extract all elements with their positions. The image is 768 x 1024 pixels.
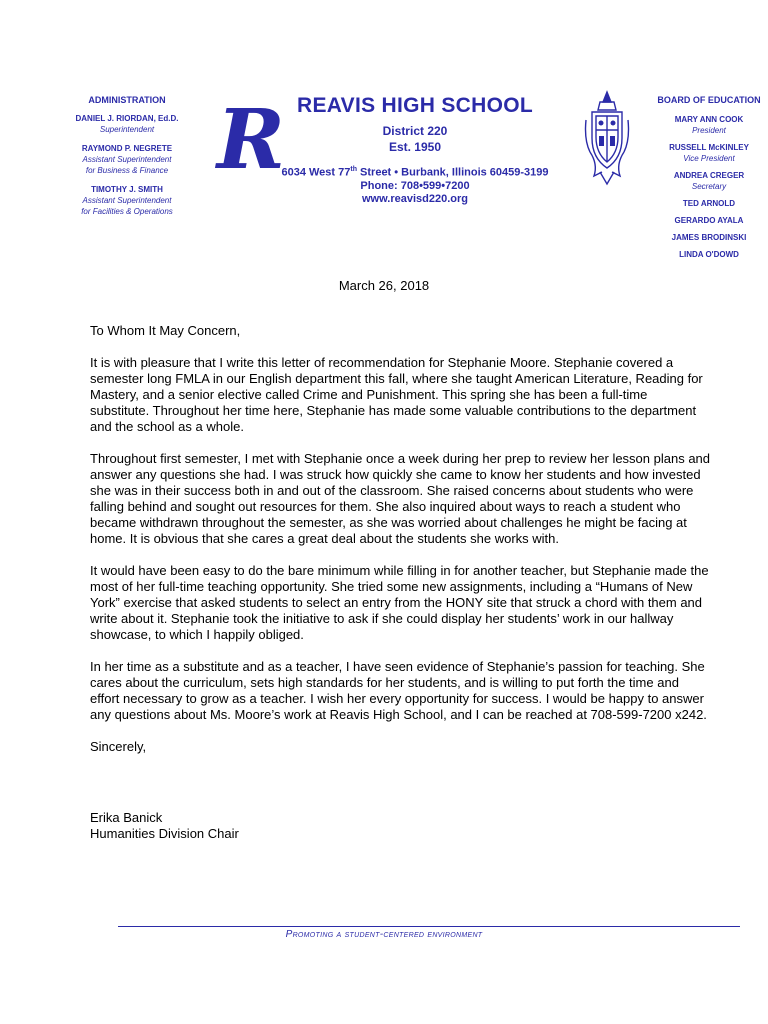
board-member (650, 232, 768, 243)
letter-date: March 26, 2018 (338, 278, 430, 293)
admin-person-title: Assistant Superintendent (82, 196, 172, 205)
admin-person (52, 113, 202, 135)
board-member-name: GERARDO AYALA (674, 216, 744, 225)
board-member-name: TED ARNOLD (682, 199, 736, 208)
board-member-name: LINDA O'DOWD (679, 250, 739, 259)
board-heading: BOARD OF EDUCATION (657, 95, 761, 105)
letter-paragraph: It would have been easy to do the bare minimum while filling in for another teacher, but Stephanie made the most of her full-time teaching opportunity. She tried some new assignments, including a “Humans of New York” exercise that asked students to select an entry from the HONY site that struck a chord with them and write about it. Stephanie took the initiative to ask if she could display her students’ work in our hallway showcase, to which I happily obliged. (90, 563, 709, 642)
school-address (270, 166, 560, 179)
board-member-title: Secretary (691, 182, 727, 191)
board-member (650, 170, 768, 192)
admin-person-title: for Facilities & Operations (81, 207, 173, 216)
letter-paragraph: In her time as a substitute and as a teacher, I have seen evidence of Stephanie’s passion for teaching. She cares about the curriculum, sets high standards for her students, and is willing to put forth the time and effort necessary to grow as a teacher. I wish her every opportunity for success. I would be happy to answer any questions about Ms. Moore’s work at Reavis High School, and I can be reached at 708-599-7200 x242. (90, 659, 707, 722)
board-member-title: Vice President (683, 154, 735, 163)
board-column (650, 95, 768, 266)
school-phone: Phone: 708•599•7200 (360, 179, 470, 192)
established-label: Est. 1950 (388, 140, 442, 154)
board-member (650, 198, 768, 209)
school-header (270, 94, 560, 205)
salutation: To Whom It May Concern, (90, 323, 241, 338)
closing: Sincerely, (90, 739, 147, 754)
board-member (650, 249, 768, 260)
school-r-letter: R (216, 92, 286, 188)
administration-heading: ADMINISTRATION (88, 95, 166, 105)
admin-person-title: Assistant Superintendent (82, 155, 172, 164)
address-rest: Street • Burbank, Illinois 60459-3199 (356, 166, 549, 179)
address-suffix: th (350, 166, 357, 173)
board-member-name: JAMES BRODINSKI (671, 233, 747, 242)
signer-name: Erika Banick (90, 810, 163, 825)
school-website: www.reavisd220.org (362, 192, 468, 205)
board-member (650, 114, 768, 136)
address-number: 6034 West 77 (281, 166, 351, 179)
board-member (650, 142, 768, 164)
admin-person (52, 143, 202, 176)
board-member (650, 215, 768, 226)
footer-divider (118, 926, 740, 927)
admin-person-title: for Business & Finance (85, 166, 169, 175)
admin-person-name: DANIEL J. RIORDAN, Ed.D. (75, 114, 179, 123)
school-crest-icon (582, 90, 632, 186)
admin-person (52, 184, 202, 217)
board-member-name: MARY ANN COOK (674, 115, 744, 124)
admin-person-name: TIMOTHY J. SMITH (91, 185, 163, 194)
board-member-title: President (692, 126, 726, 135)
district-label: District 220 (382, 124, 448, 138)
board-member-name: RUSSELL McKINLEY (669, 143, 749, 152)
administration-column (52, 95, 202, 225)
signer-title: Humanities Division Chair (90, 826, 239, 841)
board-member-name: ANDREA CREGER (673, 171, 745, 180)
letter-paragraph: It is with pleasure that I write this letter of recommendation for Stephanie Moore. Stephanie covered a semester long FMLA in our English department this fall, where she taught American Literature, Reading for Mastery, and a senior elective called Crime and Punishment. This spring she has been a full-time substitute. Throughout her time here, Stephanie has made some valuable contributions to the department and the school as a whole. (90, 355, 703, 434)
footer-tagline: Promoting a student-centered environment (285, 929, 483, 940)
letter-body (90, 323, 710, 842)
admin-person-name: RAYMOND P. NEGRETE (81, 144, 173, 153)
admin-person-title: Superintendent (99, 125, 155, 134)
school-name: REAVIS HIGH SCHOOL (296, 94, 534, 117)
letter-paragraph: Throughout first semester, I met with Stephanie once a week during her prep to review her lesson plans and answer any questions she had. I was struck how quickly she came to know her students and how invested she was in their success both in and out of the classroom. She raised concerns about students who were falling behind and sought out resources for them. She also inquired about ways to reach a student who became withdrawn throughout the semester, as she was worried about challenges he might be facing at home. It is obvious that she cares a great deal about the students she works with. (90, 451, 711, 546)
